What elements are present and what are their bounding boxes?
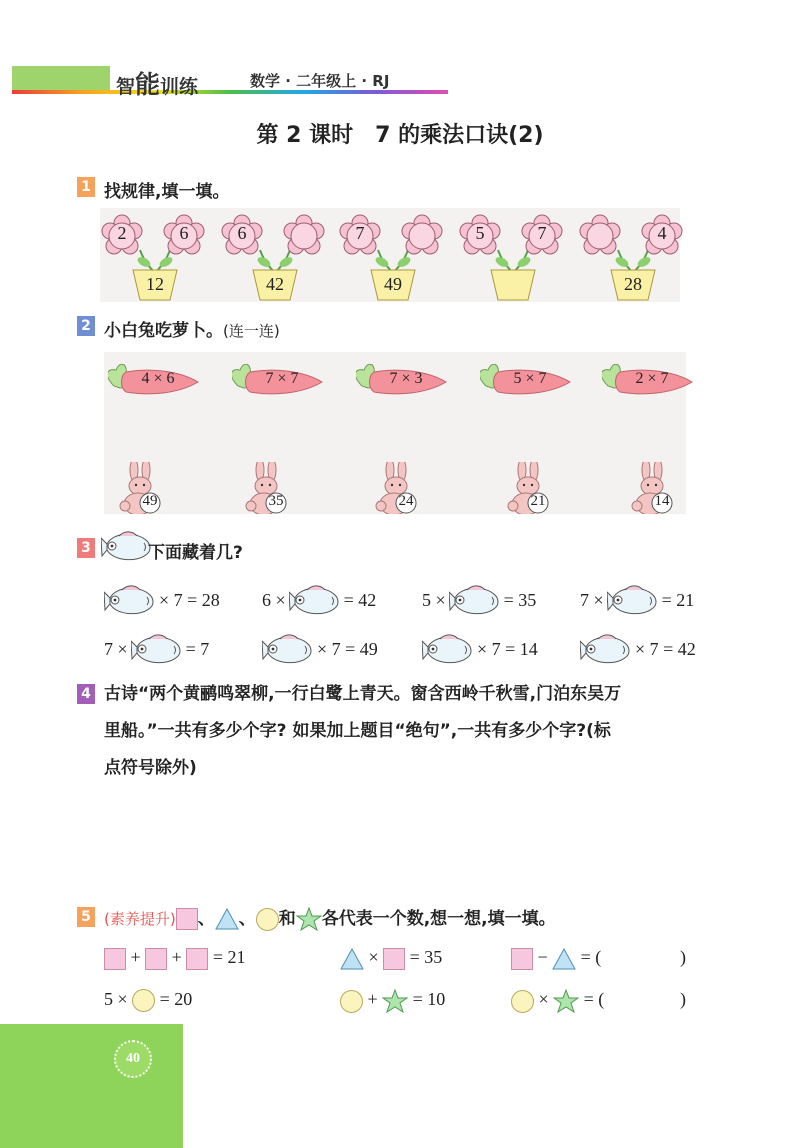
q2-text xyxy=(104,316,280,341)
fish-equation xyxy=(262,633,378,665)
eq6-close: ) xyxy=(680,989,686,1009)
equation-prefix: 6 × xyxy=(262,589,286,610)
fish-equation xyxy=(104,633,209,665)
q2-number: 2 xyxy=(77,316,95,336)
fish-equation xyxy=(262,584,376,616)
carrot-item[interactable] xyxy=(480,364,572,402)
equation-prefix: 7 × xyxy=(104,638,128,659)
carrot-expression: 5 × 7 xyxy=(513,370,547,387)
carrot-expression: 2 × 7 xyxy=(635,370,669,387)
triangle-icon xyxy=(215,908,239,930)
q5-eq3 xyxy=(511,947,686,970)
eq6-result: = ( xyxy=(583,989,605,1010)
brand-logo xyxy=(116,65,198,101)
fish-equation xyxy=(422,584,536,616)
eq3-op: − xyxy=(537,947,548,967)
eq3-result: = ( xyxy=(580,947,602,967)
equation-suffix: × 7 = 49 xyxy=(317,638,378,659)
fish-icon xyxy=(131,633,183,665)
flower-right-number: 4 xyxy=(657,223,667,243)
rabbit-number: 49 xyxy=(142,493,158,509)
q4-number: 4 xyxy=(77,684,95,704)
q5-sep1: 、 xyxy=(197,909,215,929)
flower-left-number: 6 xyxy=(237,223,247,243)
fish-equation xyxy=(422,633,538,665)
flower-pot-item xyxy=(220,210,330,306)
circle-icon xyxy=(511,990,534,1013)
q5-eq1 xyxy=(104,947,245,970)
rabbit-item[interactable] xyxy=(118,462,164,518)
carrot-expression: 4 × 6 xyxy=(141,370,175,387)
rabbit-item[interactable] xyxy=(506,462,552,518)
q5-number: 5 xyxy=(77,907,95,927)
flower-left-number: 2 xyxy=(117,223,127,243)
rabbit-item[interactable] xyxy=(244,462,290,518)
circle-icon xyxy=(256,908,279,931)
square-icon xyxy=(176,908,198,930)
q1-text: 找规律,填一填。 xyxy=(104,182,230,202)
footer-green-block xyxy=(0,1024,183,1148)
q5-eq6 xyxy=(511,989,686,1013)
fish-icon xyxy=(104,584,156,616)
carrot-expression: 7 × 3 xyxy=(389,370,423,387)
carrot-expression: 7 × 7 xyxy=(265,370,299,387)
q2-question: 小白兔吃萝卜。 xyxy=(104,321,223,341)
equation-suffix: × 7 = 14 xyxy=(477,638,538,659)
rabbit-number: 35 xyxy=(268,493,284,509)
square-icon xyxy=(511,948,533,970)
flower-pot-item xyxy=(338,210,448,306)
q3-number: 3 xyxy=(77,538,95,558)
brand-char-2: 能 xyxy=(135,70,161,99)
pot-number: 49 xyxy=(384,274,402,294)
equation-prefix: 5 × xyxy=(422,589,446,610)
q5-sep2: 、 xyxy=(238,909,256,929)
carrot-item[interactable] xyxy=(108,364,200,402)
flower-left-number: 5 xyxy=(475,223,485,243)
square-icon xyxy=(383,948,405,970)
brand-char-3: 训练 xyxy=(160,76,199,98)
eq2-op: × xyxy=(368,947,379,967)
q4-line2: 里船。”一共有多少个字? 如果加上题目“绝句”,一共有多少个字?(标 xyxy=(104,721,611,741)
carrot-item[interactable] xyxy=(602,364,694,402)
lesson-title: 第 2 课时 7 的乘法口诀(2) xyxy=(256,123,544,148)
square-icon xyxy=(104,948,126,970)
q5-tag: (素养提升) xyxy=(104,910,176,928)
eq4-pre: 5 × xyxy=(104,989,128,1009)
rabbit-number: 21 xyxy=(530,493,546,509)
rabbit-item[interactable] xyxy=(374,462,420,518)
equation-suffix: = 7 xyxy=(185,638,210,659)
fish-icon xyxy=(580,633,632,665)
eq4-result: = 20 xyxy=(159,989,193,1009)
rabbit-number: 24 xyxy=(398,493,414,509)
book-subtitle: 数学 · 二年级上 · RJ xyxy=(250,72,390,90)
flower-pot-item xyxy=(578,210,688,306)
fish-icon xyxy=(449,584,501,616)
eq2-result: = 35 xyxy=(409,947,443,967)
q5-question: 各代表一个数,想一想,填一填。 xyxy=(321,909,556,929)
pot-number: 42 xyxy=(266,274,284,294)
fish-icon xyxy=(607,584,659,616)
eq3-close: ) xyxy=(680,947,686,967)
equation-suffix: = 42 xyxy=(343,589,377,610)
flower-pot-item xyxy=(100,210,210,306)
fish-icon xyxy=(289,584,341,616)
flower-pot-item xyxy=(458,210,568,306)
circle-icon xyxy=(340,990,363,1013)
equation-suffix: = 21 xyxy=(661,589,695,610)
equation-prefix: 7 × xyxy=(580,589,604,610)
flower-right-number: 6 xyxy=(179,223,189,243)
eq1-plus2: + xyxy=(171,947,182,967)
eq6-op: × xyxy=(538,989,549,1010)
q3-text: 下面藏着几? xyxy=(148,543,243,563)
pot-number: 12 xyxy=(146,274,164,294)
q4-line3: 点符号除外) xyxy=(104,758,197,778)
rabbit-number: 14 xyxy=(654,493,670,509)
flower-left-number: 7 xyxy=(355,223,365,243)
q5-text xyxy=(104,904,556,931)
eq5-op: + xyxy=(367,989,378,1010)
rabbit-item[interactable] xyxy=(630,462,676,518)
star-icon xyxy=(553,989,579,1013)
triangle-icon xyxy=(340,948,364,970)
brand-char-1: 智 xyxy=(116,76,136,98)
flower-right-number: 7 xyxy=(537,223,547,243)
square-icon xyxy=(145,948,167,970)
q5-eq5 xyxy=(340,989,445,1013)
star-icon xyxy=(382,989,408,1013)
fish-icon xyxy=(101,530,153,562)
fish-equation xyxy=(580,584,694,616)
circle-icon xyxy=(132,989,155,1012)
q1-number: 1 xyxy=(77,177,95,197)
fish-equation xyxy=(580,633,696,665)
q5-and: 和 xyxy=(278,909,296,929)
fish-icon xyxy=(422,633,474,665)
equation-suffix: × 7 = 28 xyxy=(159,589,220,610)
fish-equation xyxy=(104,584,220,616)
equation-suffix: × 7 = 42 xyxy=(635,638,696,659)
pot-number: 28 xyxy=(624,274,642,294)
header-green-bar xyxy=(12,66,110,90)
equation-suffix: = 35 xyxy=(503,589,537,610)
page-number: 40 xyxy=(114,1040,152,1078)
eq5-result: = 10 xyxy=(412,989,446,1010)
star-icon xyxy=(296,907,322,931)
q5-eq2 xyxy=(340,947,442,970)
q2-hint: (连一连) xyxy=(223,322,280,340)
square-icon xyxy=(186,948,208,970)
eq1-result: = 21 xyxy=(212,947,246,967)
carrot-item[interactable] xyxy=(232,364,324,402)
fish-icon xyxy=(262,633,314,665)
eq1-plus1: + xyxy=(130,947,141,967)
q5-eq4 xyxy=(104,989,192,1012)
q4-line1: 古诗“两个黄鹂鸣翠柳,一行白鹭上青天。窗含西岭千秋雪,门泊东吴万 xyxy=(104,684,622,704)
carrot-item[interactable] xyxy=(356,364,448,402)
triangle-icon xyxy=(552,948,576,970)
